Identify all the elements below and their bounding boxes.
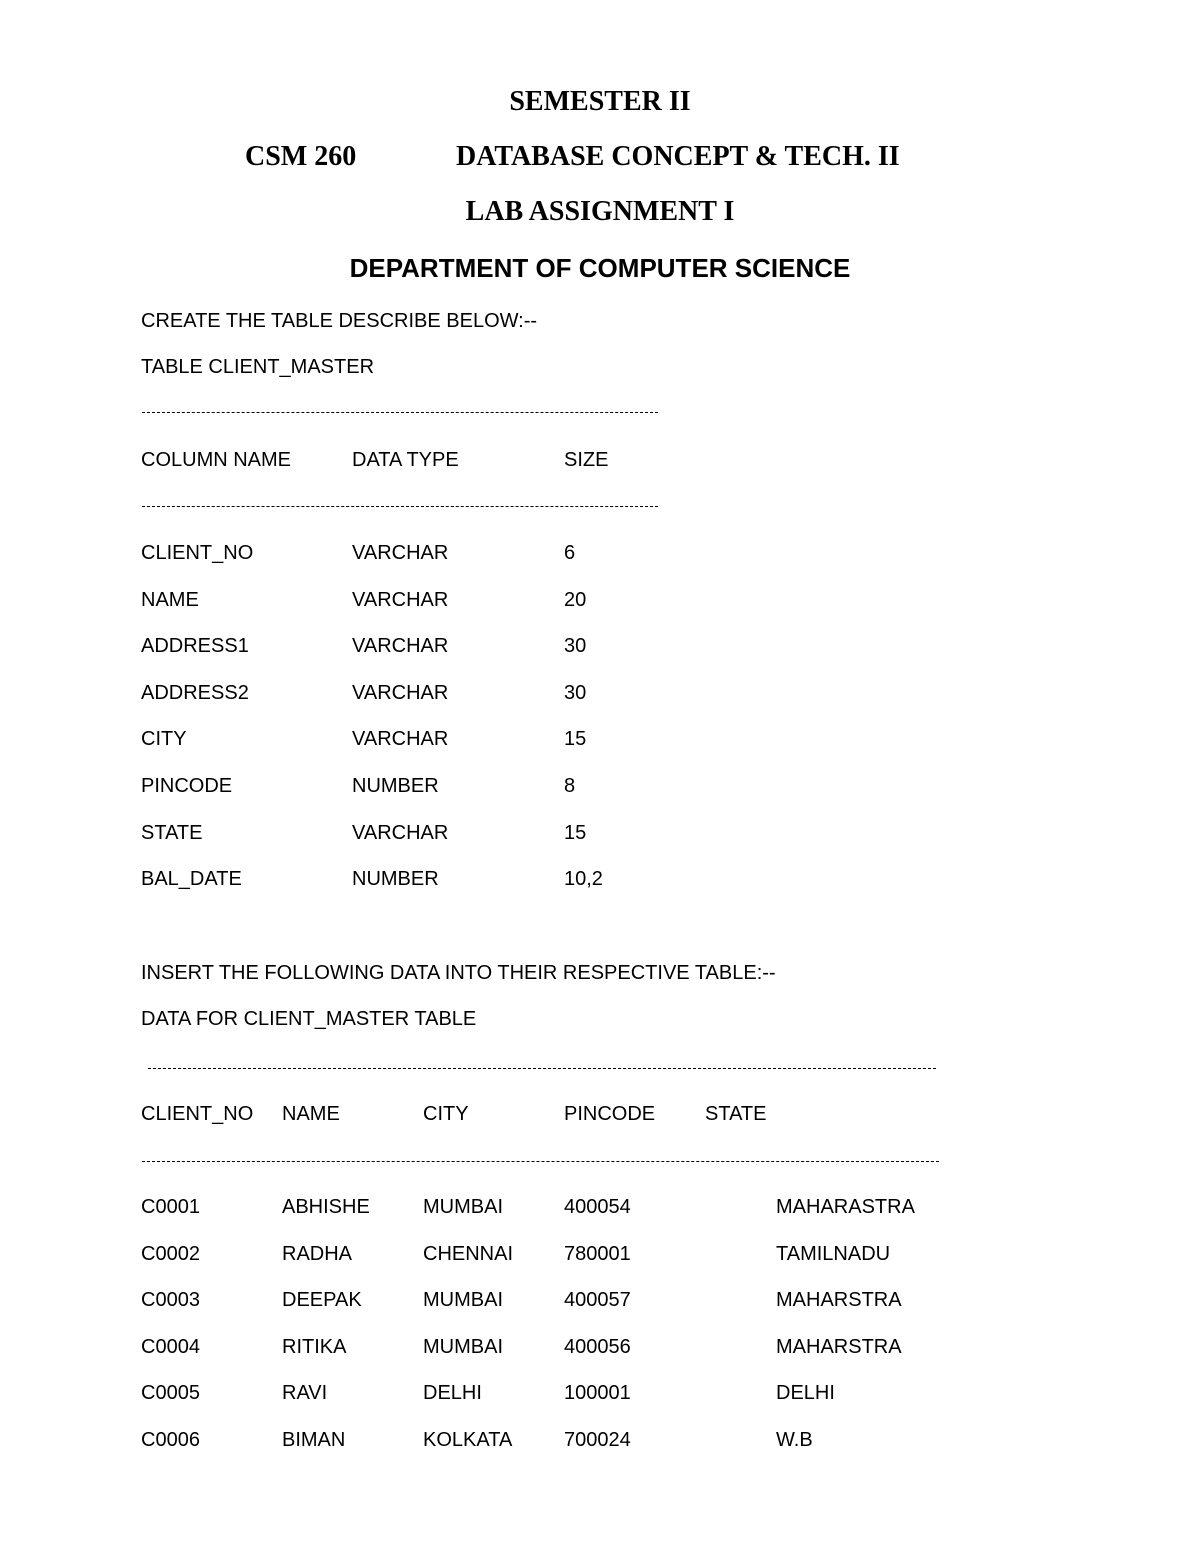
city-cell: DELHI [423, 1382, 482, 1405]
schema-row [0, 589, 1200, 619]
state-cell: W.B [776, 1429, 813, 1451]
name-cell: RAVI [282, 1382, 328, 1405]
data-type-cell: VARCHAR [352, 542, 449, 564]
size-cell: 20 [564, 588, 587, 611]
city-cell: CHENNAI [423, 1242, 514, 1265]
state-cell: MAHARSTRA [776, 1289, 902, 1312]
data-header-row [0, 1103, 1200, 1133]
header-column-name: COLUMN NAME [141, 449, 292, 471]
course-code: CSM 260 [245, 141, 357, 172]
schema-row [0, 542, 1200, 572]
table-row [0, 1289, 1200, 1319]
column-name-cell: NAME [141, 588, 199, 611]
department-title: DEPARTMENT OF COMPUTER SCIENCE [349, 253, 851, 283]
city-cell: MUMBAI [423, 1196, 503, 1218]
state-cell: TAMILNADU [776, 1242, 891, 1265]
semester-title: SEMESTER II [509, 86, 691, 117]
header-client-no: CLIENT_NO [141, 1103, 254, 1125]
column-name-cell: ADDRESS2 [141, 681, 249, 704]
column-name-cell: ADDRESS1 [141, 635, 249, 658]
data-type-cell: VARCHAR [352, 588, 449, 611]
name-cell: DEEPAK [282, 1289, 362, 1312]
column-name-cell: STATE [141, 821, 203, 844]
data-type-cell: VARCHAR [352, 681, 449, 704]
insert-instruction: INSERT THE FOLLOWING DATA INTO THEIR RESPECTIVE TABLE:-- [141, 962, 776, 984]
client-no-cell: C0003 [141, 1289, 200, 1312]
data-type-cell: VARCHAR [352, 821, 449, 844]
divider-bottom [142, 506, 658, 507]
size-cell: 30 [564, 635, 587, 658]
state-cell: MAHARSTRA [776, 1335, 902, 1358]
column-name-cell: CITY [141, 728, 187, 751]
state-cell: DELHI [776, 1382, 835, 1405]
table-row [0, 1382, 1200, 1412]
column-name-cell: PINCODE [141, 775, 233, 797]
city-cell: MUMBAI [423, 1289, 503, 1312]
city-cell: MUMBAI [423, 1335, 503, 1358]
schema-row [0, 775, 1200, 805]
client-no-cell: C0005 [141, 1382, 200, 1405]
data-type-cell: NUMBER [352, 868, 439, 891]
schema-header-row [0, 449, 1200, 479]
header-pincode: PINCODE [564, 1103, 656, 1125]
pincode-cell: 100001 [564, 1382, 631, 1405]
schema-row [0, 728, 1200, 758]
data-type-cell: VARCHAR [352, 635, 449, 658]
header-name: NAME [282, 1103, 340, 1125]
data-type-cell: NUMBER [352, 775, 439, 797]
size-cell: 15 [564, 728, 587, 751]
course-title: DATABASE CONCEPT & TECH. II [456, 141, 900, 172]
table-name: TABLE CLIENT_MASTER [141, 356, 375, 378]
header-state: STATE [705, 1103, 767, 1125]
data-divider-bottom [142, 1161, 939, 1162]
divider-top [142, 412, 658, 413]
table-row [0, 1196, 1200, 1226]
client-no-cell: C0001 [141, 1196, 200, 1218]
size-cell: 30 [564, 681, 587, 704]
size-cell: 15 [564, 821, 587, 844]
create-instruction: CREATE THE TABLE DESCRIBE BELOW:-- [141, 310, 538, 332]
name-cell: RADHA [282, 1242, 353, 1265]
column-name-cell: CLIENT_NO [141, 542, 254, 564]
schema-row [0, 868, 1200, 898]
schema-row [0, 635, 1200, 665]
table-row [0, 1336, 1200, 1366]
city-cell: KOLKATA [423, 1429, 513, 1451]
size-cell: 6 [564, 542, 576, 564]
name-cell: BIMAN [282, 1429, 346, 1451]
pincode-cell: 400056 [564, 1335, 631, 1358]
pincode-cell: 780001 [564, 1242, 631, 1265]
pincode-cell: 400054 [564, 1196, 631, 1218]
data-table-name: DATA FOR CLIENT_MASTER TABLE [141, 1008, 477, 1030]
data-divider-top [148, 1068, 936, 1069]
client-no-cell: C0004 [141, 1335, 200, 1358]
client-no-cell: C0002 [141, 1242, 200, 1265]
header-data-type: DATA TYPE [352, 449, 459, 471]
header-city: CITY [423, 1103, 469, 1125]
pincode-cell: 700024 [564, 1429, 631, 1451]
pincode-cell: 400057 [564, 1289, 631, 1312]
data-type-cell: VARCHAR [352, 728, 449, 751]
table-row [0, 1243, 1200, 1273]
assignment-title: LAB ASSIGNMENT I [465, 196, 735, 227]
name-cell: RITIKA [282, 1335, 347, 1358]
header-size: SIZE [564, 449, 609, 471]
client-no-cell: C0006 [141, 1429, 200, 1451]
name-cell: ABHISHE [282, 1196, 370, 1218]
column-name-cell: BAL_DATE [141, 868, 242, 891]
schema-row [0, 682, 1200, 712]
table-row [0, 1429, 1200, 1459]
state-cell: MAHARASTRA [776, 1196, 915, 1218]
size-cell: 10,2 [564, 868, 603, 891]
schema-row [0, 822, 1200, 852]
size-cell: 8 [564, 775, 576, 797]
